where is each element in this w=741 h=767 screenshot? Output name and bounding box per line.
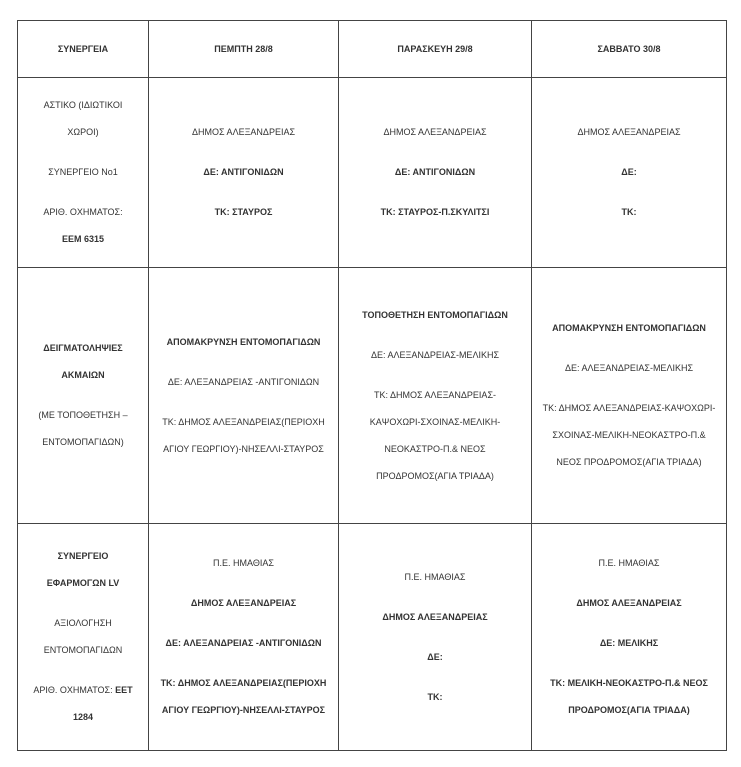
day-cell bbox=[532, 524, 727, 751]
action: ΤΟΠΟΘΕΤΗΣΗ ΕΝΤΟΜΟΠΑΓΙΔΩΝ bbox=[362, 309, 508, 320]
day-cell bbox=[339, 524, 532, 751]
region: Π.Ε. ΗΜΑΘΙΑΣ bbox=[404, 571, 466, 582]
vehicle-label: ΑΡΙΘ. ΟΧΗΜΑΤΟΣ: bbox=[43, 207, 123, 217]
table-row bbox=[18, 268, 727, 524]
tk-area: ΤΚ: bbox=[427, 691, 443, 702]
day-cell bbox=[149, 268, 339, 524]
schedule-table bbox=[17, 20, 727, 751]
municipality: ΔΗΜΟΣ ΑΛΕΞΑΝΔΡΕΙΑΣ bbox=[577, 127, 681, 137]
team-subtitle: ΣΥΝΕΡΓΕΙΟ Νο1 bbox=[48, 167, 118, 177]
team-cell bbox=[18, 268, 149, 524]
header-saturday: ΣΑΒΒΑΤΟ 30/8 bbox=[532, 21, 727, 78]
team-name: ΔΕΙΓΜΑΤΟΛΗΨΙΕΣ ΑΚΜΑΙΩΝ bbox=[43, 343, 123, 380]
de-area: ΔΕ: bbox=[621, 167, 637, 177]
tk-area: ΤΚ: ΜΕΛΙΚΗ-ΝΕΟΚΑΣΤΡΟ-Π.& ΝΕΟΣ ΠΡΟΔΡΟΜΟΣ(ΑΓΙΑ ΤΡΙΑΔΑ) bbox=[550, 678, 708, 715]
tk-area: ΤΚ: ΣΤΑΥΡΟΣ-Π.ΣΚΥΛΙΤΣΙ bbox=[380, 207, 490, 217]
day-cell bbox=[532, 78, 727, 268]
header-thursday: ΠΕΜΠΤΗ 28/8 bbox=[149, 21, 339, 78]
day-cell bbox=[339, 268, 532, 524]
header-friday: ΠΑΡΑΣΚΕΥΗ 29/8 bbox=[339, 21, 532, 78]
tk-area: ΤΚ: ΔΗΜΟΣ ΑΛΕΞΑΝΔΡΕΙΑΣ-ΚΑΨΟΧΩΡΙ-ΣΧΟΙΝΑΣ-ΜΕΛΙΚΗ-ΝΕΟΚΑΣΤΡΟ-Π.& ΝΕΟΣ ΠΡΟΔΡΟΜΟΣ(ΑΓΙΑ ΤΡΙΑΔΑ) bbox=[542, 403, 716, 467]
table-row bbox=[18, 524, 727, 751]
day-cell bbox=[532, 268, 727, 524]
region: Π.Ε. ΗΜΑΘΙΑΣ bbox=[598, 558, 660, 568]
header-row bbox=[18, 21, 727, 78]
action: ΑΠΟΜΑΚΡΥΝΣΗ ΕΝΤΟΜΟΠΑΓΙΔΩΝ bbox=[166, 336, 321, 347]
vehicle-label: ΑΡΙΘ. ΟΧΗΜΑΤΟΣ: bbox=[33, 685, 113, 695]
vehicle-number: ΕΕΤ 1284 bbox=[72, 685, 133, 722]
team-cell bbox=[18, 78, 149, 268]
de-area: ΔΕ: ΑΛΕΞΑΝΔΡΕΙΑΣ-ΜΕΛΙΚΗΣ bbox=[370, 349, 500, 360]
de-area: ΔΕ: ΑΛΕΞΑΝΔΡΕΙΑΣ -ΑΝΤΙΓΟΝΙΔΩΝ bbox=[165, 638, 322, 648]
table-row bbox=[18, 78, 727, 268]
header-teams: ΣΥΝΕΡΓΕΙΑ bbox=[18, 21, 149, 78]
team-name: ΣΥΝΕΡΓΕΙΟ ΕΦΑΡΜΟΓΩΝ LV bbox=[46, 551, 120, 588]
tk-area: ΤΚ: ΣΤΑΥΡΟΣ bbox=[214, 207, 273, 217]
team-name: ΑΣΤΙΚΟ (ΙΔΙΩΤΙΚΟΙ ΧΩΡΟΙ) bbox=[43, 100, 123, 137]
de-area: ΔΕ: ΑΛΕΞΑΝΔΡΕΙΑΣ-ΜΕΛΙΚΗΣ bbox=[564, 363, 694, 373]
de-area: ΔΕ: bbox=[427, 651, 443, 662]
tk-area: ΤΚ: bbox=[621, 207, 637, 217]
tk-area: ΤΚ: ΔΗΜΟΣ ΑΛΕΞΑΝΔΡΕΙΑΣ-ΚΑΨΟΧΩΡΙ-ΣΧΟΙΝΑΣ-ΜΕΛΙΚΗ-ΝΕΟΚΑΣΤΡΟ-Π.& ΝΕΟΣ ΠΡΟΔΡΟΜΟΣ(ΑΓΙΑ ΤΡΙΑΔΑ) bbox=[369, 389, 501, 481]
team-subtitle: ΑΞΙΟΛΟΓΗΣΗ ΕΝΤΟΜΟΠΑΓΙΔΩΝ bbox=[43, 618, 123, 655]
municipality: ΔΗΜΟΣ ΑΛΕΞΑΝΔΡΕΙΑΣ bbox=[576, 598, 682, 608]
day-cell bbox=[149, 78, 339, 268]
de-area: ΔΕ: ΜΕΛΙΚΗΣ bbox=[599, 638, 659, 648]
de-area: ΔΕ: ΑΝΤΙΓΟΝΙΔΩΝ bbox=[394, 167, 476, 177]
municipality: ΔΗΜΟΣ ΑΛΕΞΑΝΔΡΕΙΑΣ bbox=[382, 611, 488, 622]
de-area: ΔΕ: ΑΛΕΞΑΝΔΡΕΙΑΣ -ΑΝΤΙΓΟΝΙΔΩΝ bbox=[167, 376, 320, 387]
tk-area: ΤΚ: ΔΗΜΟΣ ΑΛΕΞΑΝΔΡΕΙΑΣ(ΠΕΡΙΟΧΗ ΑΓΙΟΥ ΓΕΩΡΓΙΟΥ)-ΝΗΣΕΛΛΙ-ΣΤΑΥΡΟΣ bbox=[160, 678, 327, 715]
vehicle-info bbox=[28, 677, 138, 731]
day-cell bbox=[339, 78, 532, 268]
region: Π.Ε. ΗΜΑΘΙΑΣ bbox=[213, 558, 274, 568]
team-cell bbox=[18, 524, 149, 751]
tk-area: ΤΚ: ΔΗΜΟΣ ΑΛΕΞΑΝΔΡΕΙΑΣ(ΠΕΡΙΟΧΗ ΑΓΙΟΥ ΓΕΩΡΓΙΟΥ)-ΝΗΣΕΛΛΙ-ΣΤΑΥΡΟΣ bbox=[162, 416, 325, 454]
action: ΑΠΟΜΑΚΡΥΝΣΗ ΕΝΤΟΜΟΠΑΓΙΔΩΝ bbox=[552, 323, 706, 333]
de-area: ΔΕ: ΑΝΤΙΓΟΝΙΔΩΝ bbox=[203, 167, 284, 177]
municipality: ΔΗΜΟΣ ΑΛΕΞΑΝΔΡΕΙΑΣ bbox=[191, 127, 296, 137]
day-cell bbox=[149, 524, 339, 751]
vehicle-number: ΕΕΜ 6315 bbox=[61, 234, 105, 244]
team-subtitle: (ΜΕ ΤΟΠΟΘΕΤΗΣΗ – ΕΝΤΟΜΟΠΑΓΙΔΩΝ) bbox=[38, 410, 128, 447]
municipality: ΔΗΜΟΣ ΑΛΕΞΑΝΔΡΕΙΑΣ bbox=[383, 127, 487, 137]
municipality: ΔΗΜΟΣ ΑΛΕΞΑΝΔΡΕΙΑΣ bbox=[190, 598, 297, 608]
